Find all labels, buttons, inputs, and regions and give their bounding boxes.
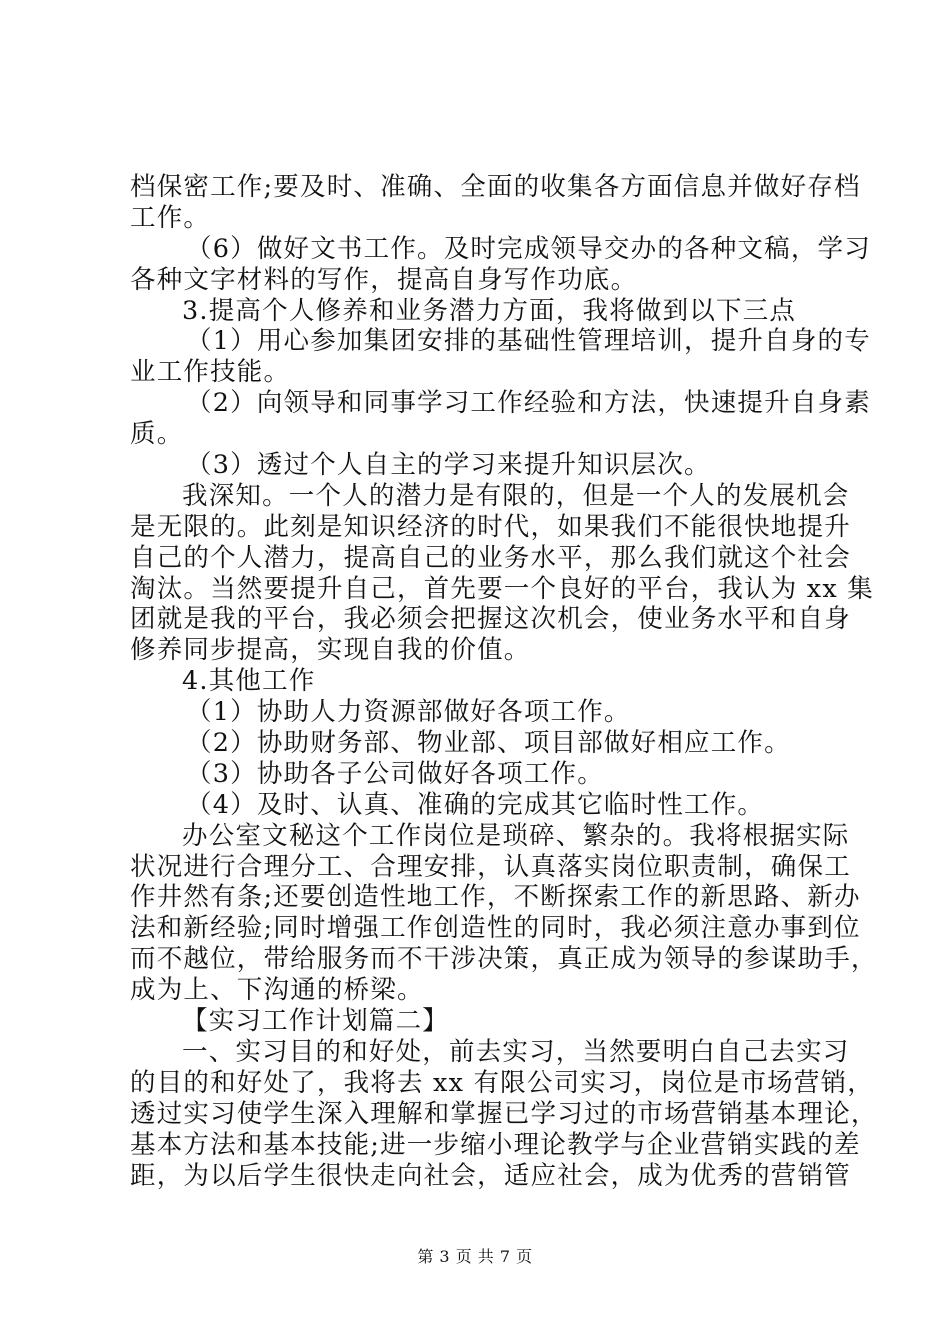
text-line: 一、实习目的和好处，前去实习，当然要明白自己去实习 xyxy=(182,1036,850,1067)
text-line: 质。 xyxy=(130,419,184,450)
text-line: 我深知。一个人的潜力是有限的，但是一个人的发展机会 xyxy=(182,480,850,511)
text-line: （2）向领导和同事学习工作经验和方法，快速提升自身素 xyxy=(186,388,871,419)
text-line: （3）协助各子公司做好各项工作。 xyxy=(186,758,604,789)
document-body xyxy=(130,172,878,1191)
text-line: 办公室文秘这个工作岗位是琐碎、繁杂的。我将根据实际 xyxy=(182,820,850,851)
text-line: （6）做好文书工作。及时完成领导交办的各种文稿，学习 xyxy=(186,233,871,264)
text-line: 业工作技能。 xyxy=(130,357,291,388)
page-number-footer: 第 3 页 共 7 页 xyxy=(417,1247,533,1266)
text-line: 状况进行合理分工、合理安排，认真落实岗位职责制，确保工 xyxy=(130,851,851,882)
text-line: 团就是我的平台，我必须会把握这次机会，使业务水平和自身 xyxy=(130,604,851,635)
text-line: 作井然有条;还要创造性地工作，不断探索工作的新思路、新办 xyxy=(130,882,861,913)
text-line: 各种文字材料的写作，提高自身写作功底。 xyxy=(130,264,638,295)
text-line: 自己的个人潜力，提高自己的业务水平，那么我们就这个社会 xyxy=(130,542,851,573)
section-heading: 3.提高个人修养和业务潜力方面，我将做到以下三点 xyxy=(182,295,797,326)
text-line: 档保密工作;要及时、准确、全面的收集各方面信息并做好存档 xyxy=(130,172,861,202)
text-line: 修养同步提高，实现自我的价值。 xyxy=(130,635,531,666)
section-heading: 【实习工作计划篇二】 xyxy=(182,1006,450,1037)
section-heading: 4.其他工作 xyxy=(182,666,316,697)
text-line: （3）透过个人自主的学习来提升知识层次。 xyxy=(186,450,711,481)
text-line: 成为上、下沟通的桥梁。 xyxy=(130,975,424,1006)
text-line: 法和新经验;同时增强工作创造性的同时，我必须注意办事到位 xyxy=(130,913,861,944)
text-line: 是无限的。此刻是知识经济的时代，如果我们不能很快地提升 xyxy=(130,511,851,542)
text-line: 基本方法和基本技能;进一步缩小理论教学与企业营销实践的差 xyxy=(130,1129,861,1160)
text-line: 的目的和好处了，我将去 xx 有限公司实习，岗位是市场营销， xyxy=(130,1067,874,1098)
text-line: 淘汰。当然要提升自己，首先要一个良好的平台，我认为 xx 集 xyxy=(130,573,874,604)
text-line: 距，为以后学生很快走向社会，适应社会，成为优秀的营销管 xyxy=(130,1160,851,1191)
text-line: 透过实习使学生深入理解和掌握已学习过的市场营销基本理论， xyxy=(130,1098,878,1129)
text-line: 工作。 xyxy=(130,202,211,233)
text-line: （1）协助人力资源部做好各项工作。 xyxy=(186,697,631,728)
text-line: （2）协助财务部、物业部、项目部做好相应工作。 xyxy=(186,728,791,759)
text-line: （1）用心参加集团安排的基础性管理培训，提升自身的专 xyxy=(186,326,871,357)
text-line: 而不越位，带给服务而不干涉决策，真正成为领导的参谋助手， xyxy=(130,944,878,975)
text-line: （4）及时、认真、准确的完成其它临时性工作。 xyxy=(186,789,765,820)
